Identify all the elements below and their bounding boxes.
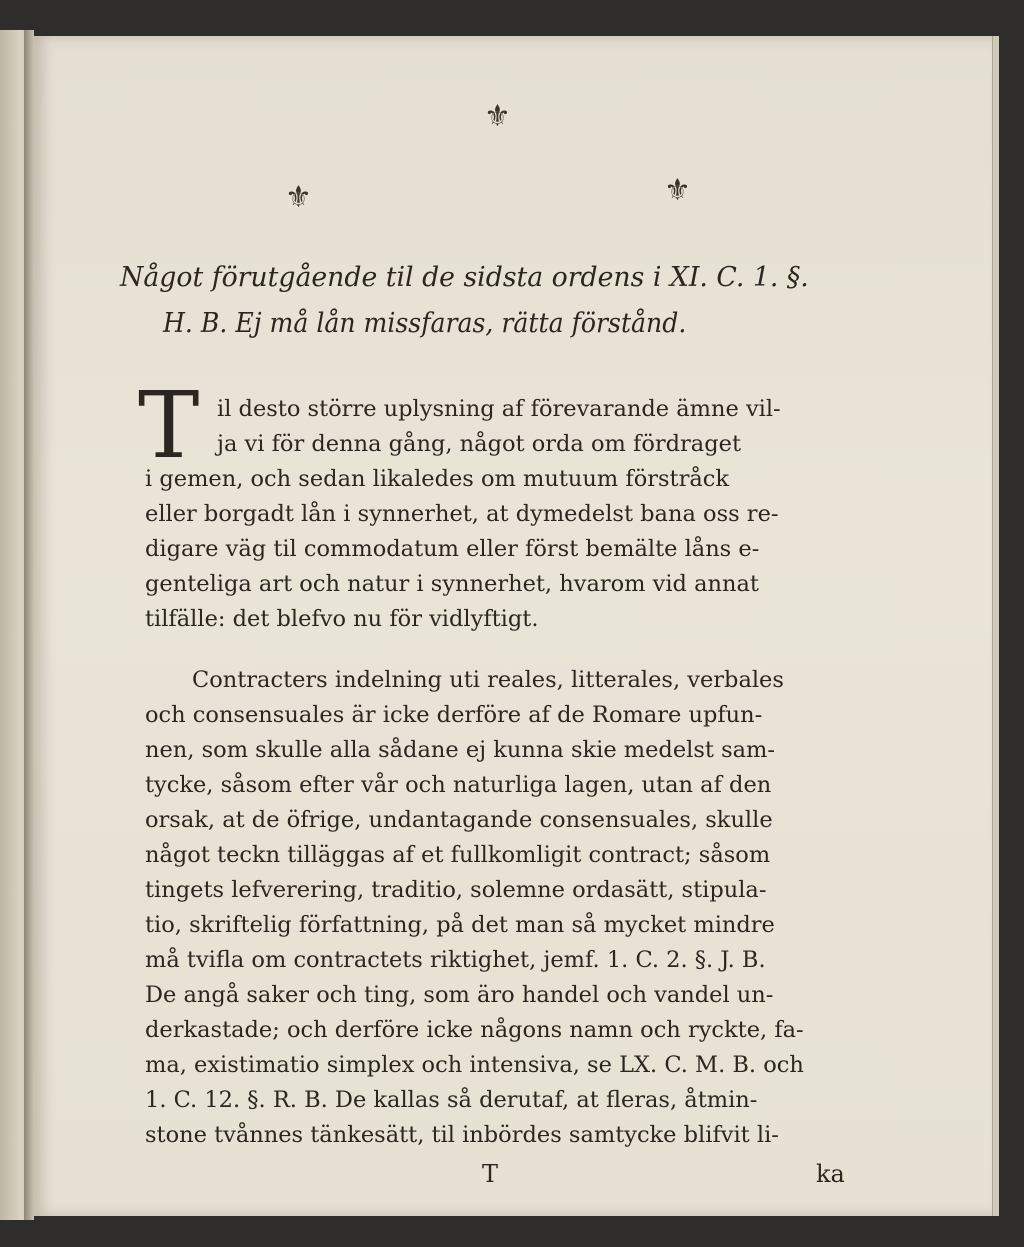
catchword: ka xyxy=(816,1160,845,1188)
paragraph1-line-5: digare väg til commodatum eller först bemälte låns e- xyxy=(145,536,760,562)
paragraph2-line-13: 1. C. 12. §. R. B. De kallas så derutaf, at fleras, åtmin- xyxy=(145,1087,758,1113)
paragraph2-line-1: Contracters indelning uti reales, litterales, verbales xyxy=(192,667,784,693)
paragraph2-line-4: tycke, såsom efter vår och naturliga lagen, utan af den xyxy=(145,772,772,798)
paragraph1-line-2: ja vi för denna gång, något orda om fördraget xyxy=(217,431,741,457)
paragraph2-line-6: något teckn tilläggas af et fullkomligit contract; såsom xyxy=(145,842,771,868)
paragraph1-line-6: genteliga art och natur i synnerhet, hvarom vid annat xyxy=(145,571,759,597)
paragraph2-line-2: och consensuales är icke derföre af de Romare upfun- xyxy=(145,702,763,728)
signature-mark: T xyxy=(482,1160,499,1188)
paragraph2-line-8: tio, skriftelig författning, på det man så mycket mindre xyxy=(145,912,775,938)
paragraph2-line-7: tingets lefverering, traditio, solemne ordasätt, stipula- xyxy=(145,877,767,903)
book-gutter xyxy=(24,30,34,1220)
paragraph1-line-7: tilfälle: det blefvo nu för vidlyftigt. xyxy=(145,606,539,632)
paragraph2-line-10: De angå saker och ting, som äro handel och vandel un- xyxy=(145,982,774,1008)
paragraph2-line-14: stone tvånnes tänkesätt, til inbördes samtycke blifvit li- xyxy=(145,1122,779,1148)
heading-line-2: H. B. Ej må lån missfaras, rätta förstånd. xyxy=(163,308,687,339)
paragraph2-line-9: må tvifla om contractets riktighet, jemf. 1. C. 2. §. J. B. xyxy=(145,947,766,973)
paragraph2-line-12: ma, existimatio simplex och intensiva, se LX. C. M. B. och xyxy=(145,1052,804,1078)
right-page-edge xyxy=(992,36,999,1216)
paragraph2-line-11: derkastade; och derföre icke någons namn och ryckte, fa- xyxy=(145,1017,804,1043)
paragraph2-line-5: orsak, at de öfrige, undantagande consensuales, skulle xyxy=(145,807,773,833)
paragraph1-line-4: eller borgadt lån i synnerhet, at dymedelst bana oss re- xyxy=(145,501,779,527)
fleuron-ornament-top: ⚜ xyxy=(484,99,511,134)
paragraph1-line-1: il desto större uplysning af förevarande ämne vil- xyxy=(217,396,781,422)
fleuron-ornament-left: ⚜ xyxy=(285,180,312,215)
fleuron-ornament-right: ⚜ xyxy=(664,173,691,208)
drop-cap: T xyxy=(138,372,200,479)
heading-line-1: Något förutgående til de sidsta ordens i XI. C. 1. §. xyxy=(120,262,809,293)
paragraph1-line-3: i gemen, och sedan likaledes om mutuum förstråck xyxy=(145,466,729,492)
paragraph2-line-3: nen, som skulle alla sådane ej kunna skie medelst sam- xyxy=(145,737,775,763)
